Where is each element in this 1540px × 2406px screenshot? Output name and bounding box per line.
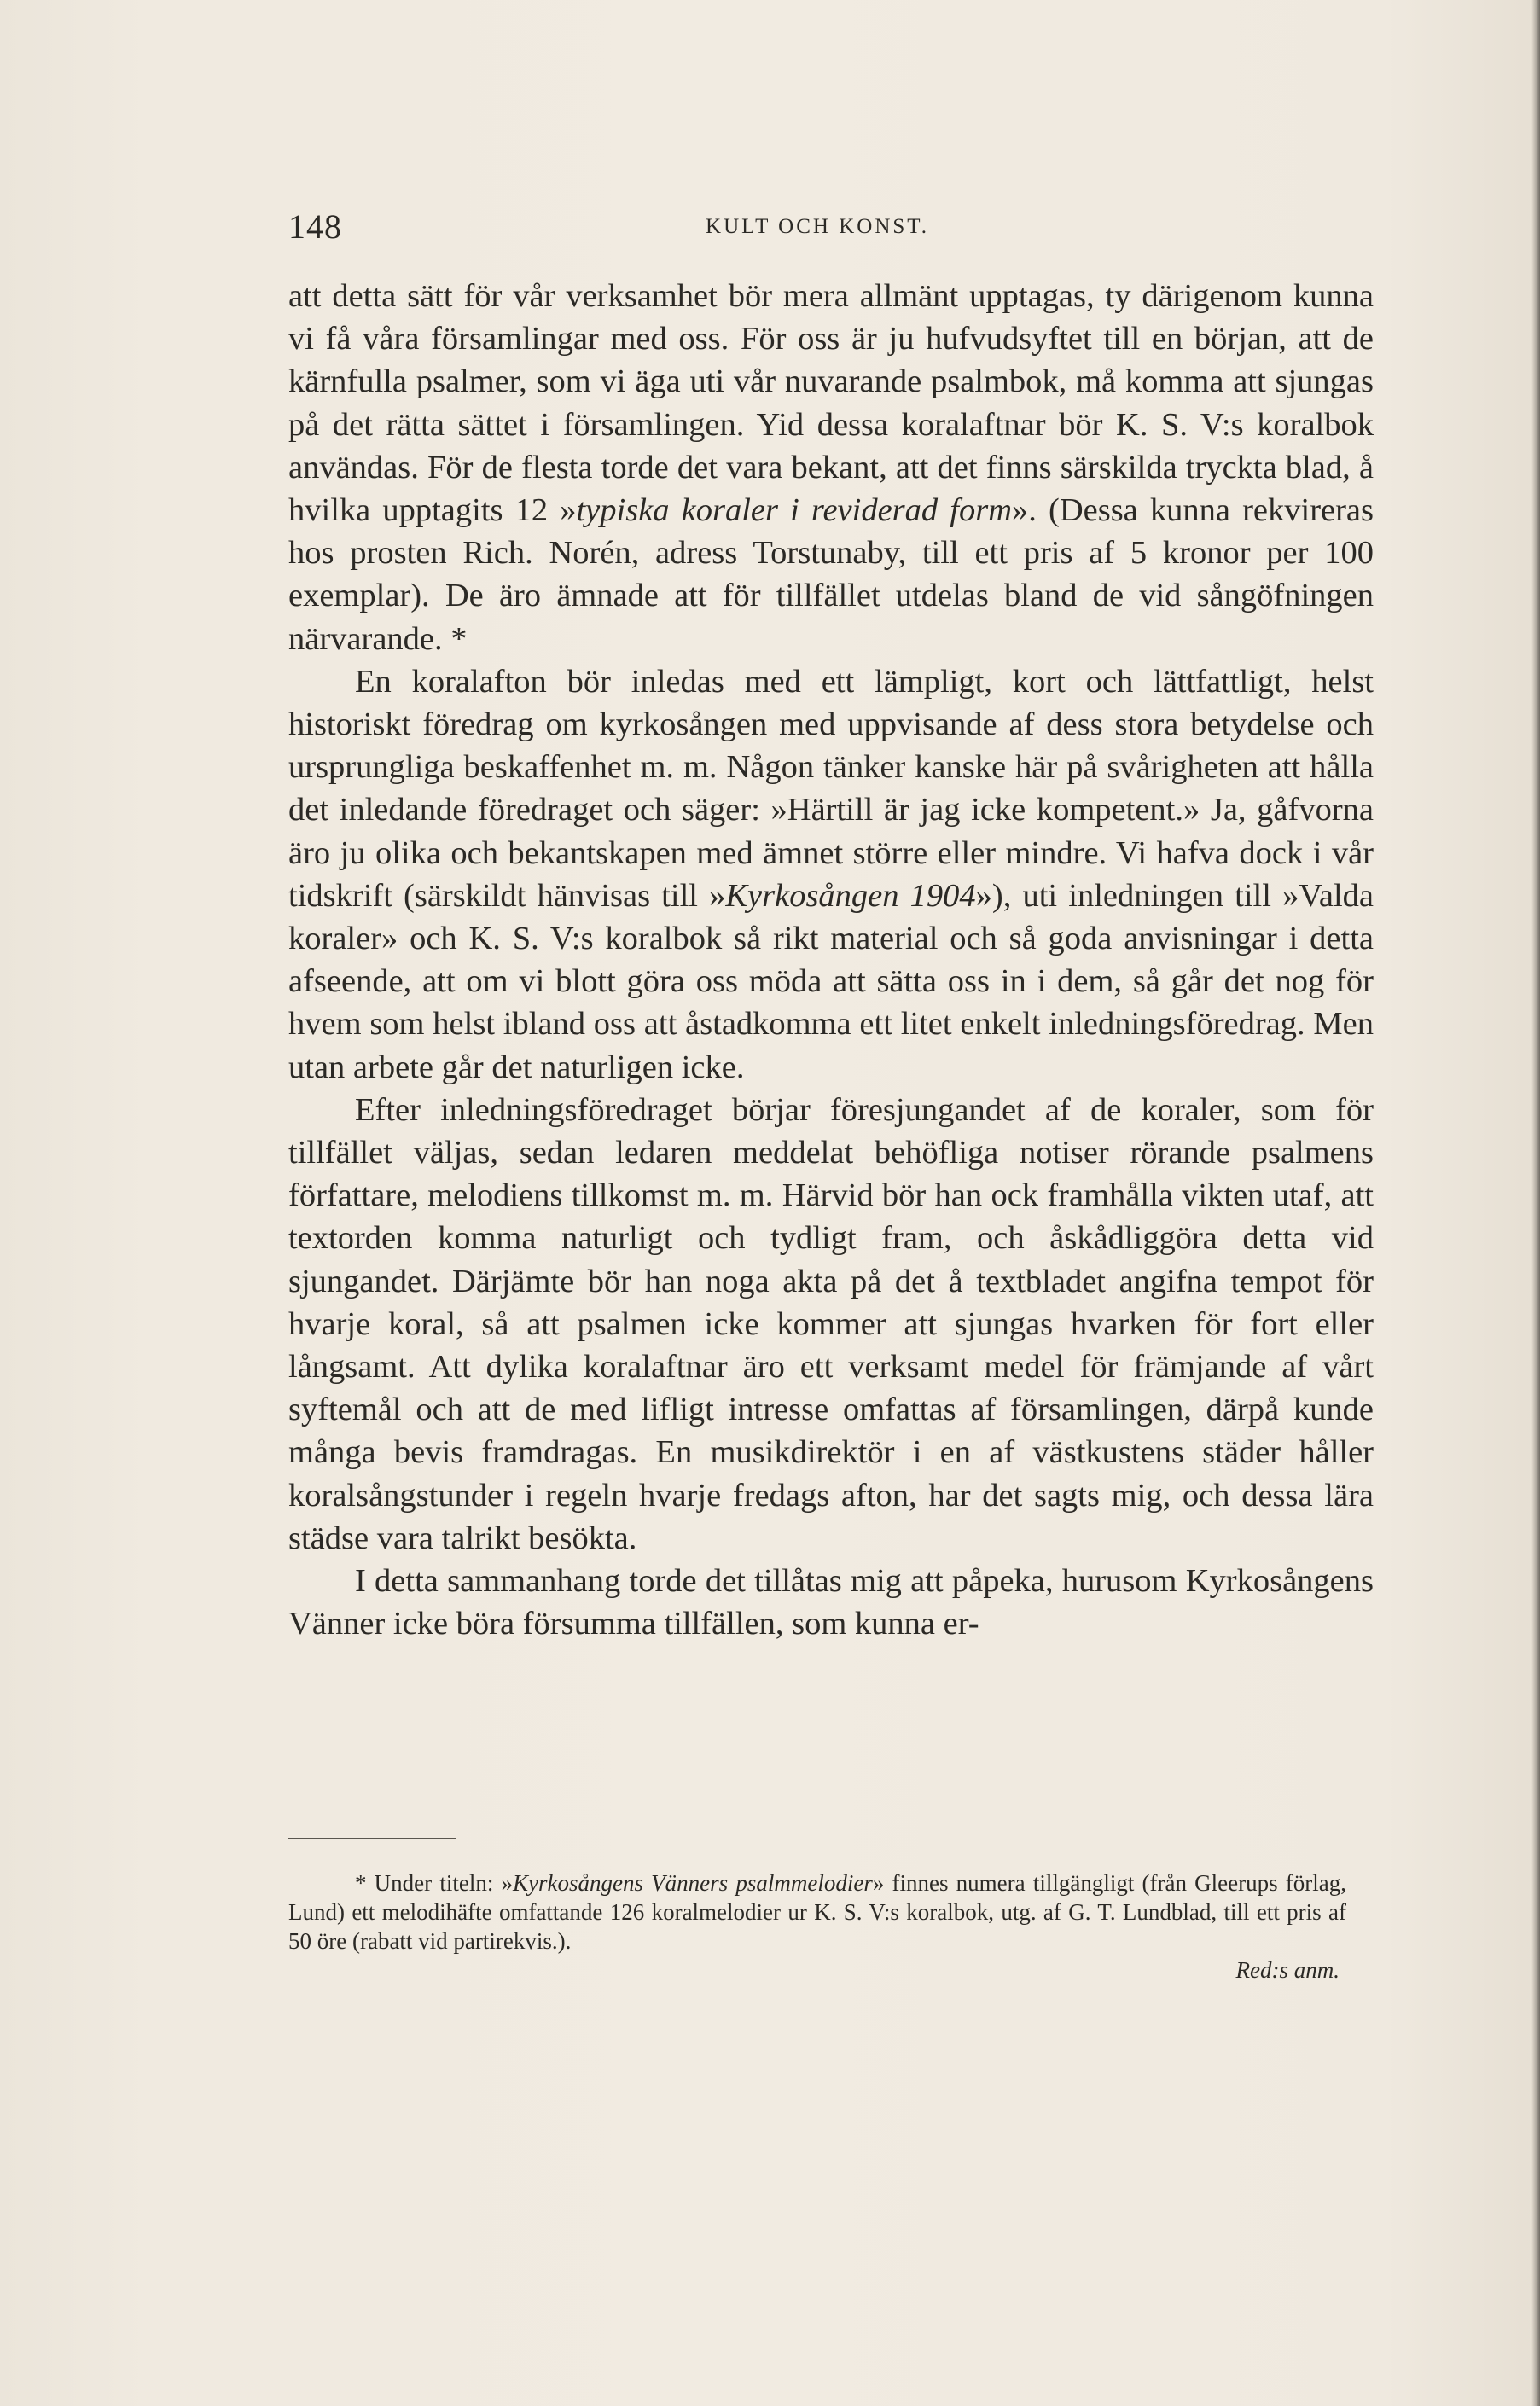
page-edge-shadow [1531, 0, 1540, 2406]
footnote-signature: Red:s anm. [1235, 1957, 1340, 1983]
paragraph-1-text-a: att detta sätt för vår verksamhet bör mera allmänt upptagas, ty därigenom kunna vi få våra församlingar med oss. För oss är ju hufvudsyftet till en början, att de kärnfulla psalmer, som vi äga uti vår nuvarande psalmbok, må komma att sjungas på det rätta sättet i församlingen. Yid dessa koralaftnar bör K. S. V:s koralbok användas. För de flesta torde det vara bekant, att det finns särskilda tryckta blad, å hvilka upptagits 12 » [288, 278, 1374, 529]
footnote-text-a: * Under titeln: » [355, 1870, 514, 1896]
footnote-text [288, 1868, 1346, 1956]
paragraph-1-text-b: ». (Dessa kunna rekvireras hos prosten Rich. Norén, adress Torstunaby, till ett pris af 5 kronor per 100 exemplar). De äro ämnade att för tillfället utdelas bland de vid sångöfningen närvarande. * [288, 492, 1374, 657]
running-title: KULT OCH KONST. [706, 215, 929, 238]
paragraph-4: I detta sammanhang torde det tillåtas mig att påpeka, hurusom Kyrkosångens Vänner icke böra försumma tillfällen, som kunna er- [288, 1563, 1374, 1642]
paragraph-1-italic: typiska koraler i reviderad form [576, 492, 1013, 529]
footnote-italic: Kyrkosångens Vänners psalmmelodier [513, 1870, 873, 1896]
paragraph-2-italic: Kyrkosången 1904 [725, 877, 976, 914]
footnotes [288, 1868, 1346, 1985]
page-number: 148 [288, 207, 342, 246]
paragraph-2 [288, 660, 1374, 1089]
body-text [288, 275, 1374, 1646]
running-head [288, 206, 1346, 258]
footnote-text-b: » finnes numera tillgängligt (från Gleerups förlag, Lund) ett melodihäfte omfattande 126 koralmelodier ur K. S. V:s koralbok, utg. af G. T. Lundblad, till ett pris af 50 öre (rabatt vid partirekvis.). [288, 1870, 1346, 1954]
paragraph-1 [288, 275, 1374, 660]
paragraph-3: Efter inledningsföredraget börjar föresjungandet af de koraler, som för tillfället väljas, sedan ledaren meddelat behöfliga notiser rörande psalmens författare, melodiens tillkomst m. m. Härvid bör han ock framhålla vikten utaf, att textorden komma naturligt och tydligt fram, och åskådliggöra detta vid sjungandet. Därjämte bör han noga akta på det å textbladet angifna tempot för hvarje koral, så att psalmen icke kommer att sjungas hvarken för fort eller långsamt. Att dylika koralaftnar äro ett verksamt medel för främjande af vårt syftemål och att de med lifligt intresse omfattas af församlingen, därpå kunde många bevis framdragas. En musikdirektör i en af västkustens städer håller koralsångstunder i regeln hvarje fredags afton, har det sagts mig, och dessa lära städse vara talrikt besökta. [288, 1091, 1374, 1556]
paragraph-2-text-b: »), uti inledningen till »Valda koraler» och K. S. V:s koralbok så rikt material och så goda anvisningar i detta afseende, att om vi blott göra oss möda att sätta oss in i dem, så går det nog för hvem som helst ibland oss att åstadkomma ett litet enkelt inledningsföredrag. Men utan arbete går det naturligen icke. [288, 877, 1374, 1085]
paragraph-2-text-a: En koralafton bör inledas med ett lämpligt, kort och lättfattligt, helst historiskt föredrag om kyrkosången med uppvisande af dess stora betydelse och ursprungliga beskaffenhet m. m. Någon tänker kanske här på svårigheten att hålla det inledande föredraget och säger: »Härtill är jag icke kompetent.» Ja, gåfvorna äro ju olika och bekantskapen med ämnet större eller mindre. Vi hafva dock i vår tidskrift (särskildt hänvisas till » [288, 663, 1374, 914]
footnote-rule [288, 1838, 456, 1839]
